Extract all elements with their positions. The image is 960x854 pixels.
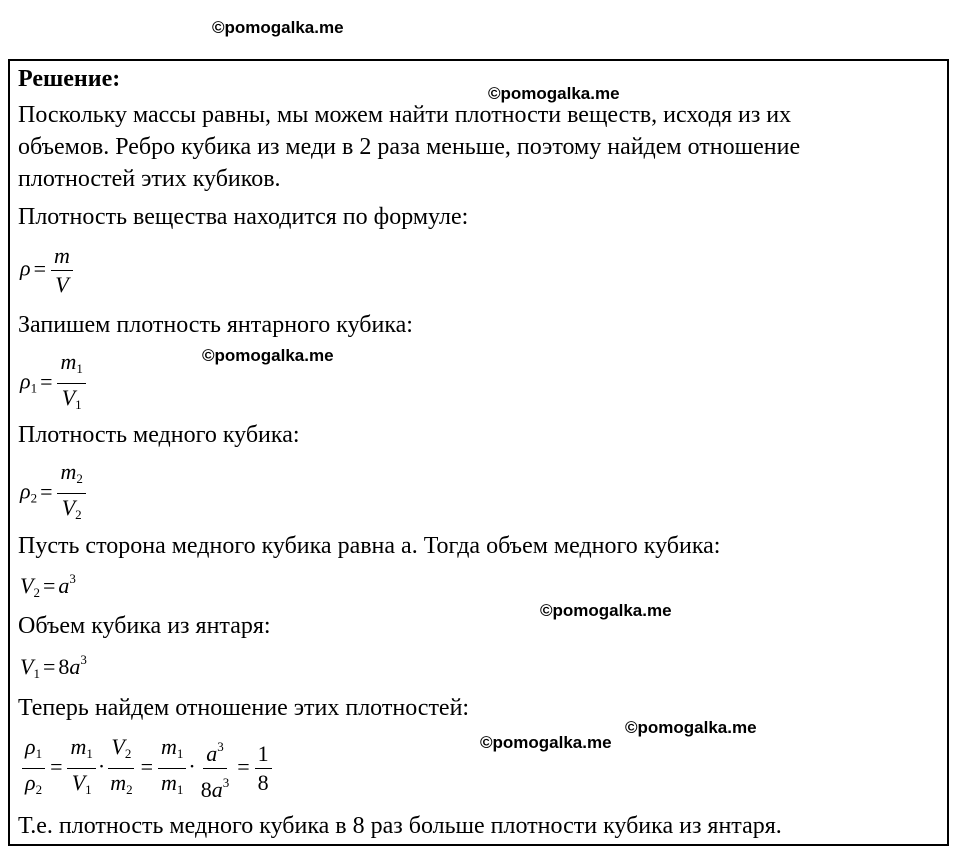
paragraph-line: Пусть сторона медного кубика равна а. Тогда объем медного кубика: — [18, 533, 721, 559]
paragraph-line: Поскольку массы равны, мы можем найти плотности веществ, исходя из их — [18, 102, 792, 128]
formula-density: ρ = $\frac{m}{V}$ — [20, 244, 75, 297]
paragraph-line: Плотность вещества находится по формуле: — [18, 204, 469, 230]
formula-amber-density: $\rho_1$ = $\frac{m_1}{V_1}$ — [20, 350, 88, 417]
watermark: ©pomogalka.me — [625, 718, 757, 737]
paragraph-line: Объем кубика из янтаря: — [18, 613, 271, 639]
paragraph-line: Т.е. плотность медного кубика в 8 раз больше плотности кубика из янтаря. — [18, 813, 782, 839]
watermark: ©pomogalka.me — [480, 733, 612, 752]
watermark: ©pomogalka.me — [202, 346, 334, 365]
formula-copper-volume: $V_2 = a^3$ — [20, 571, 76, 600]
watermark: ©pomogalka.me — [540, 601, 672, 620]
paragraph-line: Теперь найдем отношение этих плотностей: — [18, 695, 470, 721]
paragraph-line: объемов. Ребро кубика из меди в 2 раза меньше, поэтому найдем отношение — [18, 134, 801, 160]
watermark: ©pomogalka.me — [488, 84, 620, 103]
formula-density-ratio: $\frac{\rho_1}{\rho_2}$ = $\frac{m_1}{V_1}$ · $\frac{V_2}{m_2}$ = $\frac{m_1}{m_1}$ · $\frac{a^3}{8a^3}$ = $\frac{1}{8}$ — [20, 735, 274, 802]
formula-copper-density: $\rho_2$ = $\frac{m_2}{V_2}$ — [20, 460, 88, 527]
solution-heading: Решение: — [18, 66, 121, 92]
paragraph-line: Плотность медного кубика: — [18, 422, 300, 448]
paragraph-line: Запишем плотность янтарного кубика: — [18, 312, 413, 338]
paragraph-line: плотностей этих кубиков. — [18, 166, 281, 192]
watermark: ©pomogalka.me — [212, 18, 344, 37]
formula-amber-volume: $V_1 = 8a^3$ — [20, 652, 87, 681]
